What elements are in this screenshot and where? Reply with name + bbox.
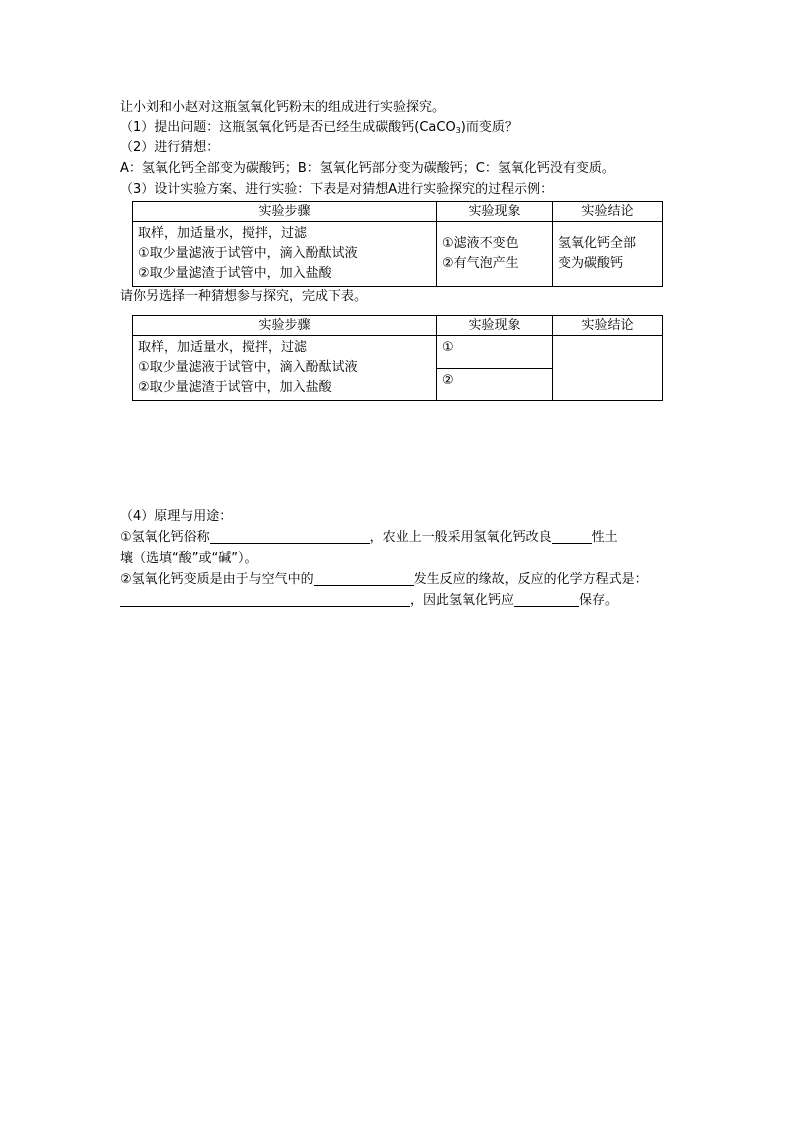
answer-blank-2[interactable] [552, 529, 592, 544]
answer-phenomenon-2[interactable] [437, 368, 553, 401]
phenomenon-marker: ① [442, 340, 454, 355]
p3-text-b: 保存。 [579, 593, 619, 608]
step-line: 取样，加适量水，搅拌，过滤 [138, 226, 308, 241]
subscript: 3 [455, 126, 461, 135]
paragraph-1-cont: 壤（选填“酸”或“碱”）。 [120, 551, 258, 566]
example-phenomenon-cell [437, 222, 553, 287]
p3-text-a: ，因此氢氧化钙应 [410, 593, 515, 608]
step-line: ②取少量滤渣于试管中，加入盐酸 [138, 266, 332, 281]
step-line: ①取少量滤液于试管中，滴入酚酞试液 [138, 360, 358, 375]
p1-text-c: 性土 [591, 530, 618, 545]
conclusion-line: 氢氧化钙全部 [558, 236, 637, 251]
answer-phenomenon-1[interactable] [437, 336, 553, 369]
phenomenon-line: ①滤液不变色 [442, 236, 519, 251]
header-steps: 实验步骤 [133, 202, 437, 222]
p1-text-b: ，农业上一般采用氢氧化钙改良 [369, 530, 552, 545]
p2-text-b: 发生反应的缘故，反应的化学方程式是： [413, 572, 648, 587]
p1-text-a: ①氢氧化钙俗称 [120, 530, 210, 545]
header-phenomenon: 实验现象 [437, 316, 553, 336]
example-table [132, 201, 663, 287]
step-line: ②取少量滤渣于试管中，加入盐酸 [138, 380, 332, 395]
guesses-text: A：氢氧化钙全部变为碳酸钙；B：氢氧化钙部分变为碳酸钙；C：氢氧化钙没有变质。 [120, 161, 615, 176]
question-4: （4）原理与用途： [120, 509, 233, 524]
example-steps-cell [133, 222, 437, 287]
paragraph-3 [120, 591, 618, 611]
instruction-text: 请你另选择一种猜想参与探究，完成下表。 [120, 289, 368, 304]
header-phenomenon: 实验现象 [437, 202, 553, 222]
question-3: （3）设计实验方案、进行实验：下表是对猜想A进行实验探究的过程示例： [120, 182, 554, 197]
answer-table [132, 315, 663, 401]
question-2: （2）进行猜想： [120, 140, 220, 155]
answer-blank-3[interactable] [314, 571, 414, 586]
step-line: 取样，加适量水，搅拌，过滤 [138, 340, 308, 355]
answer-blank-1[interactable] [210, 529, 370, 544]
header-conclusion: 实验结论 [553, 202, 663, 222]
p2-text-a: ②氢氧化钙变质是由于与空气中的 [120, 572, 314, 587]
conclusion-line: 变为碳酸钙 [558, 256, 624, 271]
answer-steps-cell [133, 336, 437, 401]
answer-conclusion-cell[interactable] [553, 336, 663, 401]
step-line: ①取少量滤液于试管中，滴入酚酞试液 [138, 246, 358, 261]
intro-text: 让小刘和小赵对这瓶氢氧化钙粉末的组成进行实验探究。 [120, 100, 446, 115]
paragraph-2 [120, 570, 648, 590]
example-conclusion-cell [553, 222, 663, 287]
question-1-text: （1）提出问题：这瓶氢氧化钙是否已经生成碳酸钙(CaCO [120, 120, 456, 135]
answer-blank-5[interactable] [514, 592, 579, 607]
phenomenon-line: ②有气泡产生 [442, 256, 519, 271]
paragraph-1 [120, 528, 618, 548]
question-1-tail: )而变质？ [460, 120, 518, 135]
header-steps: 实验步骤 [133, 316, 437, 336]
phenomenon-marker: ② [442, 372, 454, 388]
header-conclusion: 实验结论 [553, 316, 663, 336]
answer-blank-4[interactable] [120, 592, 410, 607]
